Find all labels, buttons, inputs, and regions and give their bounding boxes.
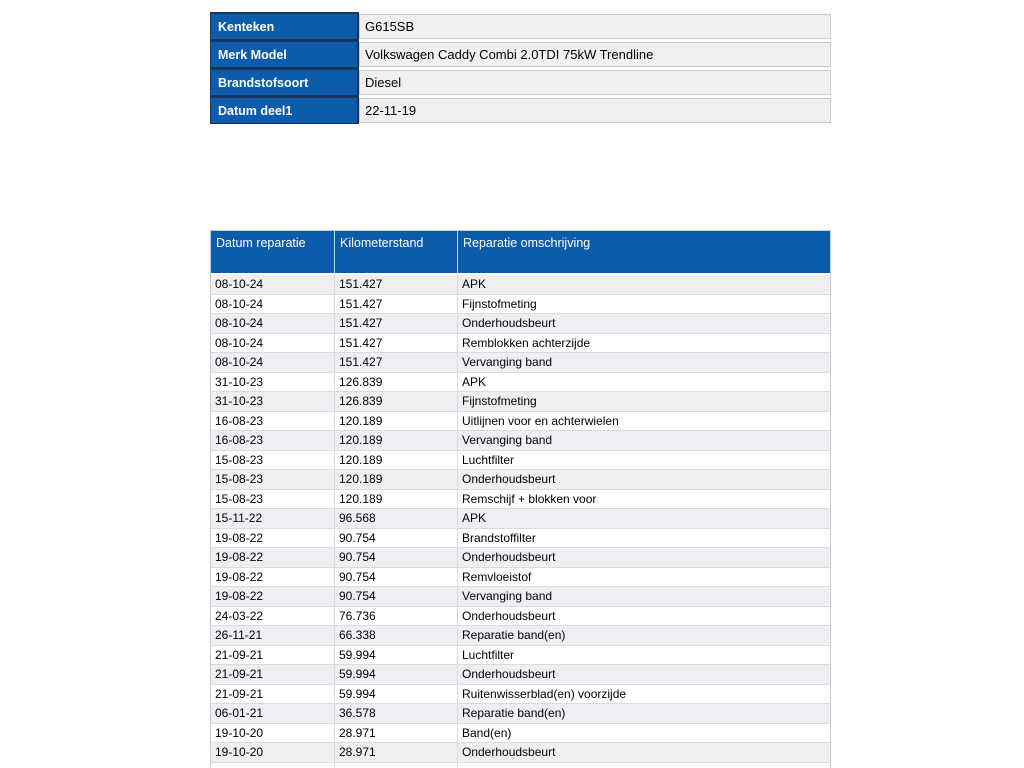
table-row <box>211 529 830 549</box>
table-row <box>211 724 830 744</box>
table-row <box>211 392 830 412</box>
column-header-datum-reparatie: Datum reparatie <box>211 231 335 273</box>
repair-date-cell: 21-09-21 <box>211 646 335 666</box>
repair-date-cell: 26-11-21 <box>211 626 335 646</box>
vehicle-info-label: Datum deel1 <box>211 98 357 123</box>
table-row <box>211 548 830 568</box>
odometer-cell: 36.578 <box>335 704 458 724</box>
repair-description-cell: Onderhoudsbeurt <box>458 314 830 334</box>
table-row-partial <box>211 763 830 768</box>
repair-description-cell: Vervanging band <box>458 431 830 451</box>
table-row <box>211 743 830 763</box>
table-row <box>211 295 830 315</box>
repair-description-cell: Onderhoudsbeurt <box>458 470 830 490</box>
odometer-cell: 59.994 <box>335 665 458 685</box>
table-row <box>211 646 830 666</box>
repair-date-cell: 08-10-24 <box>211 314 335 334</box>
repair-date-cell: 19-08-22 <box>211 548 335 568</box>
repair-description-cell: Reparatie band(en) <box>458 704 830 724</box>
repair-date-cell: 15-08-23 <box>211 451 335 471</box>
vehicle-info-value: Diesel <box>359 70 831 95</box>
odometer-cell: 151.427 <box>335 334 458 354</box>
table-row <box>211 373 830 393</box>
table-row <box>211 314 830 334</box>
repair-description-cell: Luchtfilter <box>458 646 830 666</box>
repair-date-cell: 15-11-22 <box>211 509 335 529</box>
repair-date-cell: 08-10-24 <box>211 334 335 354</box>
vehicle-info-row <box>210 42 831 67</box>
odometer-cell <box>335 763 458 768</box>
table-row <box>211 334 830 354</box>
vehicle-info-value: G615SB <box>359 14 831 39</box>
odometer-cell: 120.189 <box>335 412 458 432</box>
table-row <box>211 568 830 588</box>
table-row <box>211 626 830 646</box>
repair-description-cell: Uitlijnen voor en achterwielen <box>458 412 830 432</box>
repair-description-cell: Fijnstofmeting <box>458 295 830 315</box>
repair-table-body <box>211 275 830 768</box>
repair-description-cell: Remvloeistof <box>458 568 830 588</box>
vehicle-info-label: Kenteken <box>211 14 357 39</box>
table-row <box>211 490 830 510</box>
repair-date-cell: 08-10-24 <box>211 353 335 373</box>
table-row <box>211 275 830 295</box>
repair-description-cell: Onderhoudsbeurt <box>458 743 830 763</box>
repair-date-cell: 21-09-21 <box>211 665 335 685</box>
vehicle-info-row <box>210 98 831 123</box>
odometer-cell: 59.994 <box>335 646 458 666</box>
repair-description-cell: Band(en) <box>458 724 830 744</box>
repair-description-cell: Onderhoudsbeurt <box>458 665 830 685</box>
table-row <box>211 704 830 724</box>
repair-date-cell: 06-01-21 <box>211 704 335 724</box>
repair-description-cell: Onderhoudsbeurt <box>458 607 830 627</box>
odometer-cell: 126.839 <box>335 373 458 393</box>
repair-date-cell: 19-08-22 <box>211 529 335 549</box>
odometer-cell: 120.189 <box>335 451 458 471</box>
odometer-cell: 90.754 <box>335 568 458 588</box>
repair-description-cell: APK <box>458 509 830 529</box>
repair-date-cell: 15-08-23 <box>211 470 335 490</box>
odometer-cell: 151.427 <box>335 275 458 295</box>
repair-date-cell: 08-10-24 <box>211 275 335 295</box>
repair-date-cell: 21-09-21 <box>211 685 335 705</box>
vehicle-info-table <box>210 14 831 126</box>
repair-description-cell: Brandstoffilter <box>458 529 830 549</box>
repair-date-cell: 19-10-20 <box>211 724 335 744</box>
odometer-cell: 28.971 <box>335 724 458 744</box>
table-row <box>211 353 830 373</box>
odometer-cell: 120.189 <box>335 490 458 510</box>
repair-date-cell: 31-10-23 <box>211 392 335 412</box>
repair-date-cell <box>211 763 335 768</box>
repair-description-cell: Fijnstofmeting <box>458 392 830 412</box>
vehicle-info-row <box>210 14 831 39</box>
odometer-cell: 120.189 <box>335 431 458 451</box>
repair-description-cell: APK <box>458 275 830 295</box>
repair-description-cell: Reparatie band(en) <box>458 626 830 646</box>
odometer-cell: 90.754 <box>335 529 458 549</box>
repair-history-table <box>210 230 831 768</box>
odometer-cell: 59.994 <box>335 685 458 705</box>
odometer-cell: 90.754 <box>335 587 458 607</box>
repair-description-cell: Onderhoudsbeurt <box>458 548 830 568</box>
table-row <box>211 587 830 607</box>
repair-description-cell: Ruitenwisserblad(en) voorzijde <box>458 685 830 705</box>
repair-date-cell: 15-08-23 <box>211 490 335 510</box>
odometer-cell: 66.338 <box>335 626 458 646</box>
table-row <box>211 665 830 685</box>
repair-date-cell: 16-08-23 <box>211 412 335 432</box>
table-row <box>211 470 830 490</box>
table-row <box>211 509 830 529</box>
repair-date-cell: 16-08-23 <box>211 431 335 451</box>
odometer-cell: 151.427 <box>335 295 458 315</box>
repair-date-cell: 24-03-22 <box>211 607 335 627</box>
repair-date-cell: 08-10-24 <box>211 295 335 315</box>
vehicle-info-label: Brandstofsoort <box>211 70 357 95</box>
repair-description-cell: Remblokken achterzijde <box>458 334 830 354</box>
odometer-cell: 96.568 <box>335 509 458 529</box>
odometer-cell: 151.427 <box>335 314 458 334</box>
column-header-kilometerstand: Kilometerstand <box>335 231 458 273</box>
odometer-cell: 151.427 <box>335 353 458 373</box>
repair-date-cell: 31-10-23 <box>211 373 335 393</box>
table-row <box>211 607 830 627</box>
repair-date-cell: 19-08-22 <box>211 587 335 607</box>
table-row <box>211 451 830 471</box>
repair-description-cell: Vervanging band <box>458 353 830 373</box>
repair-date-cell: 19-08-22 <box>211 568 335 588</box>
vehicle-info-row <box>210 70 831 95</box>
odometer-cell: 120.189 <box>335 470 458 490</box>
odometer-cell: 90.754 <box>335 548 458 568</box>
table-row <box>211 412 830 432</box>
table-row <box>211 685 830 705</box>
odometer-cell: 126.839 <box>335 392 458 412</box>
vehicle-info-value: Volkswagen Caddy Combi 2.0TDI 75kW Trendline <box>359 42 831 67</box>
repair-description-cell: Luchtfilter <box>458 451 830 471</box>
repair-description-cell <box>458 763 830 768</box>
table-row <box>211 431 830 451</box>
vehicle-info-value: 22-11-19 <box>359 98 831 123</box>
repair-description-cell: Remschijf + blokken voor <box>458 490 830 510</box>
repair-description-cell: Vervanging band <box>458 587 830 607</box>
repair-date-cell: 19-10-20 <box>211 743 335 763</box>
column-header-reparatie-omschrijving: Reparatie omschrijving <box>463 236 591 250</box>
odometer-cell: 28.971 <box>335 743 458 763</box>
vehicle-info-label: Merk Model <box>211 42 357 67</box>
repair-table-header <box>211 231 830 275</box>
odometer-cell: 76.736 <box>335 607 458 627</box>
repair-description-cell: APK <box>458 373 830 393</box>
